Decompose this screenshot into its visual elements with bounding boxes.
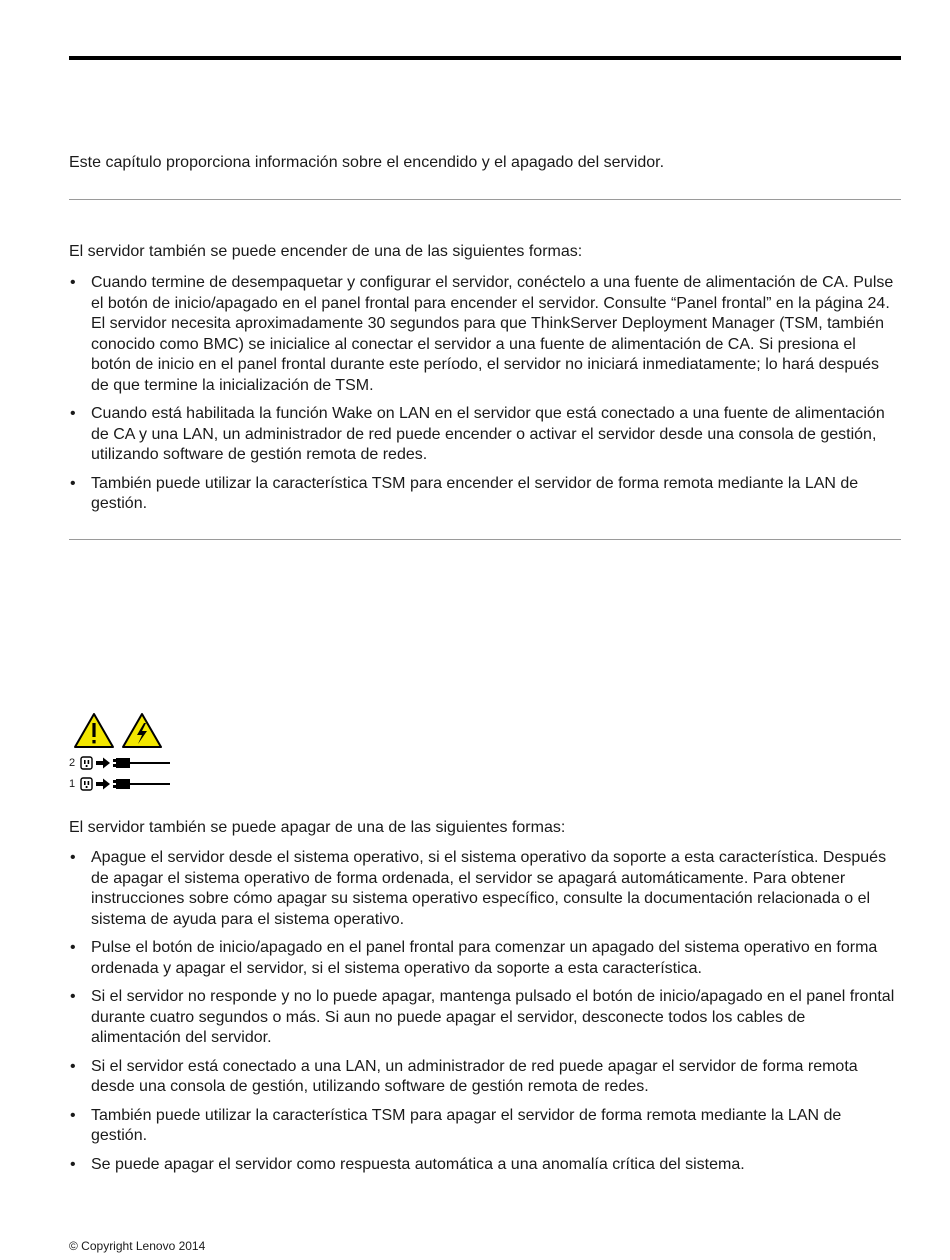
list-item: • Cuando termine de desempaquetar y configurar el servidor, conéctelo a una fuente de alimentación de CA. Pulse el botón de inicio/apagado en el panel frontal para encender el servidor. Consulte “Panel frontal” en la página 24. El servidor necesita aproximadamente 30 segundos para que ThinkServer Deployment Manager (TSM, también conocido como BMC) se inicialice al conectar el servidor a una fuente de alimentación de CA. Si presiona el botón de inicio en el panel frontal durante este período, el servidor no iniciará inmediatamente; lo hará después de que termine la inicialización de TSM. (69, 273, 897, 396)
electrical-hazard-icon (123, 714, 161, 747)
power-on-list (69, 273, 897, 523)
unplug-cord-icon (80, 776, 172, 792)
power-off-lead: El servidor también se puede apagar de una de las siguientes formas: (69, 819, 566, 836)
list-item: • Pulse el botón de inicio/apagado en el panel frontal para comenzar un apagado del sistema operativo en forma ordenada y apagar el servidor, si el sistema operativo da soporte a esta característica. (69, 938, 897, 979)
chapter-intro: Este capítulo proporciona información sobre el encendido y el apagado del servidor. (69, 154, 665, 171)
copyright-footer: © Copyright Lenovo 2014 (69, 1239, 206, 1253)
power-on-lead: El servidor también se puede encender de una de las siguientes formas: (69, 243, 583, 260)
unplug-cord-icon (80, 755, 172, 771)
list-item: • Se puede apagar el servidor como respuesta automática a una anomalía crítica del sistema. (69, 1155, 897, 1176)
power-cord-warning-graphic (69, 712, 179, 796)
hazard-icons (73, 712, 165, 750)
caution-triangle-icon (75, 714, 113, 747)
cord-number: 1 (69, 778, 76, 790)
list-item: • Apague el servidor desde el sistema operativo, si el sistema operativo da soporte a esta característica. Después de apagar el sistema operativo de forma ordenada, el servidor se apagará automáticamente. Para obtener instrucciones sobre cómo apagar su sistema operativo específico, consulte la documentación relacionada o el sistema de ayuda para el sistema operativo. (69, 848, 897, 930)
list-item: • Si el servidor no responde y no lo puede apagar, mantenga pulsado el botón de inicio/apagado en el panel frontal durante cuatro segundos o más. Si aun no puede apagar el servidor, desconecte todos los cables de alimentación del servidor. (69, 987, 897, 1049)
section-divider-power-off (69, 539, 901, 540)
list-item: • Si el servidor está conectado a una LAN, un administrador de red puede apagar el servidor de forma remota desde una consola de gestión, utilizando software de gestión remota de redes. (69, 1057, 897, 1098)
cord-number: 2 (69, 757, 76, 769)
chapter-top-rule (69, 56, 901, 60)
list-item: • También puede utilizar la característica TSM para encender el servidor de forma remota mediante la LAN de gestión. (69, 474, 897, 515)
section-divider-power-on (69, 199, 901, 200)
disconnect-cord-row (69, 755, 179, 771)
power-off-list (69, 848, 897, 1183)
list-item: • Cuando está habilitada la función Wake on LAN en el servidor que está conectado a una fuente de alimentación de CA y una LAN, un administrador de red puede encender o activar el servidor desde una consola de gestión, utilizando software de gestión remota de redes. (69, 404, 897, 466)
disconnect-cord-row (69, 776, 179, 792)
list-item: • También puede utilizar la característica TSM para apagar el servidor de forma remota mediante la LAN de gestión. (69, 1106, 897, 1147)
